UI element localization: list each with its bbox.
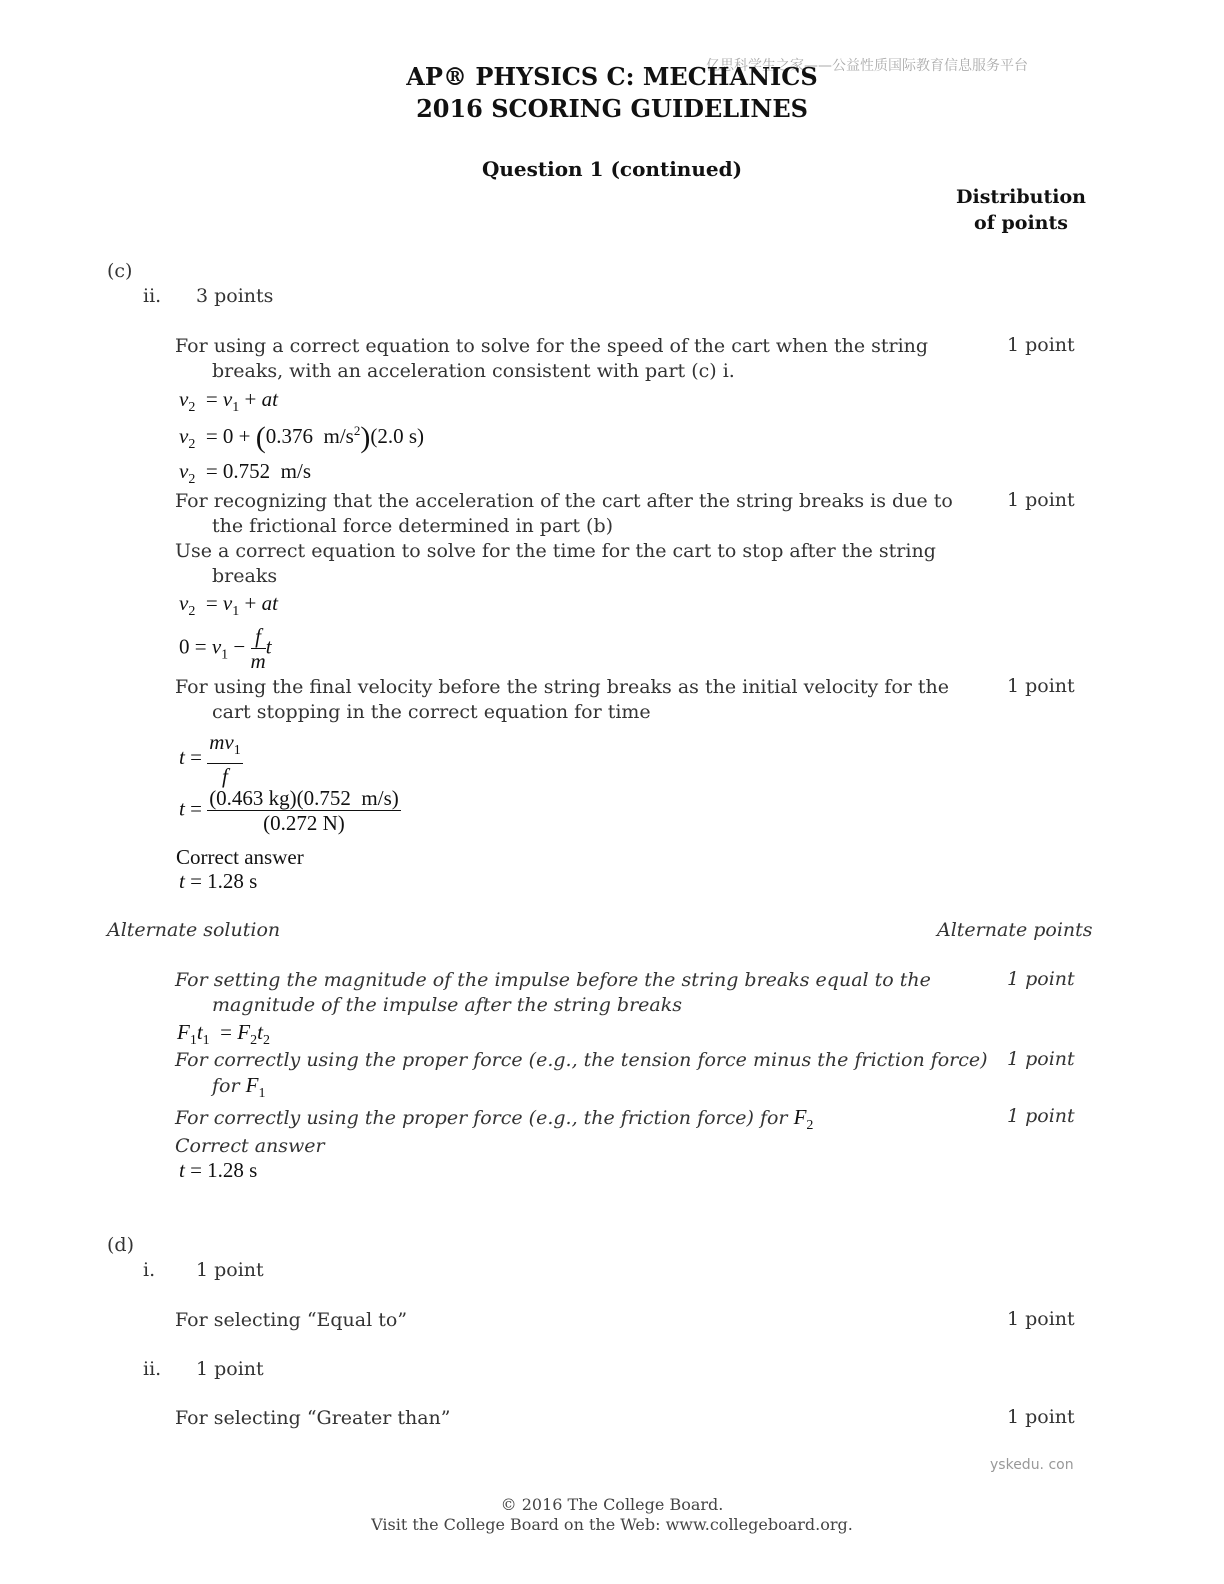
alternate-criterion-2-points: 1 point bbox=[1007, 1048, 1075, 1070]
distribution-line1: Distribution bbox=[956, 186, 1086, 208]
part-d-i-points: 1 point bbox=[196, 1259, 264, 1281]
part-d-i-label: i. bbox=[143, 1259, 156, 1281]
alternate-criterion-3: For correctly using the proper force (e.g., the friction force) for $F_2$ bbox=[175, 1105, 814, 1133]
part-c-criterion-2-line2: the frictional force determined in part (b) bbox=[212, 515, 614, 537]
equation-t-mv1-over-f: t = $\frac{mv_1}{f}$ bbox=[179, 730, 241, 788]
part-d-i-criterion: For selecting “Equal to” bbox=[175, 1309, 408, 1331]
question-title: Question 1 (continued) bbox=[481, 157, 743, 181]
equation-v2-v1-at-2: $v_2 = v_1$ + at bbox=[179, 591, 278, 619]
distribution-line2: of points bbox=[974, 212, 1068, 234]
part-c-criterion-1-line2: breaks, with an acceleration consistent with part (c) i. bbox=[212, 360, 735, 382]
alternate-criterion-1-line1: For setting the magnitude of the impulse before the string breaks equal to the bbox=[175, 969, 931, 991]
alternate-criterion-1-line2: magnitude of the impulse after the string breaks bbox=[212, 994, 682, 1016]
alternate-points-header: Alternate points bbox=[937, 919, 1093, 941]
part-c-sub-label: ii. bbox=[143, 285, 162, 307]
alternate-criterion-3-points: 1 point bbox=[1007, 1105, 1075, 1127]
alternate-criterion-3-text: For correctly using the proper force (e.g., the friction force) for bbox=[175, 1107, 788, 1129]
alternate-correct-answer-label: Correct answer bbox=[175, 1135, 325, 1157]
part-c-criterion-3-line2: cart stopping in the correct equation for time bbox=[212, 701, 651, 723]
part-c-answer: t = 1.28 s bbox=[179, 869, 258, 893]
page-title: AP® PHYSICS C: MECHANICS bbox=[406, 62, 818, 91]
part-c-use-line1: Use a correct equation to solve for the time for the cart to stop after the string bbox=[175, 540, 936, 562]
footer-copyright: © 2016 The College Board. bbox=[500, 1495, 724, 1514]
alternate-criterion-2-line1: For correctly using the proper force (e.g., the tension force minus the friction force) bbox=[175, 1049, 988, 1071]
part-c-criterion-3-line1: For using the final velocity before the string breaks as the initial velocity for the bbox=[175, 676, 949, 698]
part-c-criterion-2-points: 1 point bbox=[1007, 489, 1075, 511]
page-subtitle: 2016 SCORING GUIDELINES bbox=[416, 94, 808, 123]
equation-v2-result: $v_2 = 0.752$ m/s bbox=[179, 459, 312, 487]
part-c-points: 3 points bbox=[196, 285, 274, 307]
equation-v2-v1-at: $v_2 = v_1$ + at bbox=[179, 387, 278, 415]
equation-t-substituted: t = $\frac{(0.463 kg)(0.752 m/s)}{(0.272 N)}$ bbox=[179, 786, 399, 835]
part-c-criterion-1-points: 1 point bbox=[1007, 334, 1075, 356]
part-d-i-criterion-points: 1 point bbox=[1007, 1308, 1075, 1330]
part-d-ii-criterion-points: 1 point bbox=[1007, 1406, 1075, 1428]
part-d-ii-criterion: For selecting “Greater than” bbox=[175, 1407, 451, 1429]
part-c-label: (c) bbox=[107, 260, 133, 282]
alternate-criterion-1-points: 1 point bbox=[1007, 968, 1075, 990]
equation-zero-v1-f-over-m-t: $0 = v_1$ − $\frac{f}{m}$ t bbox=[179, 624, 272, 673]
part-c-answer-value: = 1.28 s bbox=[190, 869, 258, 893]
part-c-criterion-2-line1: For recognizing that the acceleration of the cart after the string breaks is due to bbox=[175, 490, 953, 512]
part-c-use-line2: breaks bbox=[212, 565, 278, 587]
part-d-label: (d) bbox=[107, 1234, 134, 1256]
equation-v2-substituted: $v_2 = 0 + (0.376$ $m/s^2)(2.0$ s) bbox=[179, 421, 425, 454]
equation-impulse: $F_1t_1 = F_2t_2$ bbox=[177, 1020, 270, 1048]
distribution-header bbox=[948, 184, 1094, 236]
part-c-criterion-3-points: 1 point bbox=[1007, 675, 1075, 697]
part-c-correct-answer-label: Correct answer bbox=[176, 845, 304, 869]
alternate-answer: t = 1.28 s bbox=[179, 1158, 258, 1182]
site-watermark: yskedu. con bbox=[990, 1457, 1074, 1473]
part-d-ii-label: ii. bbox=[143, 1358, 162, 1380]
part-d-ii-points: 1 point bbox=[196, 1358, 264, 1380]
alternate-solution-label: Alternate solution bbox=[107, 919, 281, 941]
part-c-criterion-1-line1: For using a correct equation to solve for the speed of the cart when the string bbox=[175, 335, 929, 357]
alternate-criterion-2-line2: for $F_1$ bbox=[212, 1073, 266, 1101]
footer-website: Visit the College Board on the Web: www.collegeboard.org. bbox=[371, 1515, 853, 1534]
watermark-text: 亿思科学生之家——公益性质国际教育信息服务平台 bbox=[706, 58, 1028, 74]
alternate-criterion-2-for: for bbox=[212, 1075, 240, 1097]
alternate-answer-value: = 1.28 s bbox=[190, 1158, 258, 1182]
